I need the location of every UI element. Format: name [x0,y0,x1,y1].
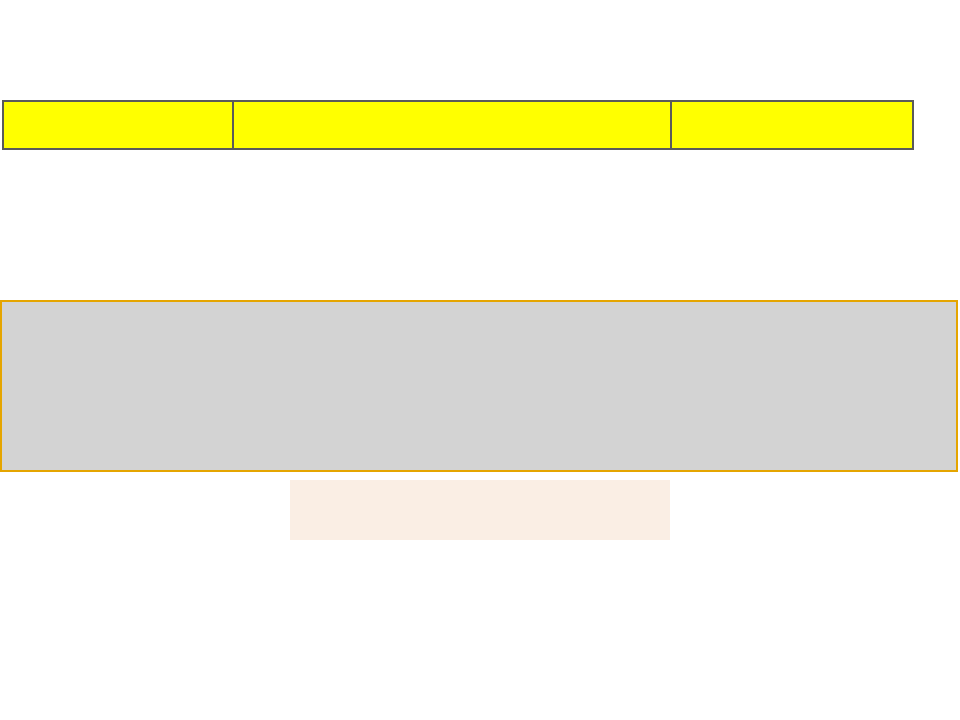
zigzag-top-border [0,0,960,40]
table-header-row [3,101,913,149]
header-use [233,101,671,149]
header-meaning [671,101,913,149]
site-name-badge [290,480,670,540]
header-question-word [3,101,233,149]
title-banner [0,300,958,472]
question-words-table [2,100,914,150]
